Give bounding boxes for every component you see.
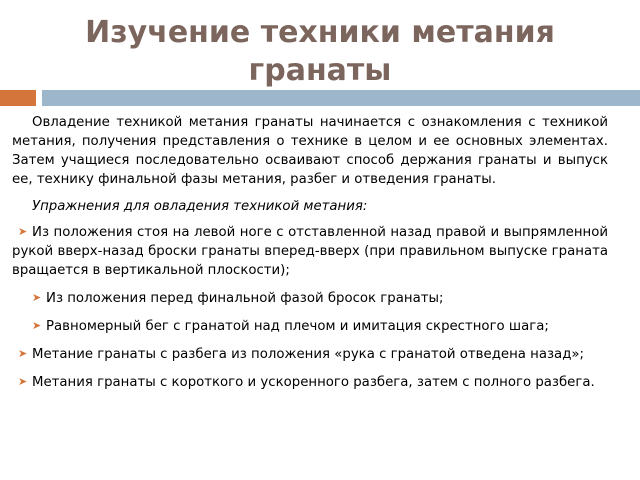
slide-title: Изучение техники метания гранаты [85, 15, 555, 88]
list-item [12, 316, 608, 336]
chevron-right-icon: ➤ [32, 291, 42, 304]
list-item-text: Из положения стоя на левой ноге с отставленной назад правой и выпрямленной рукой вверх-назад броски гранаты вперед-вверх (при правильном выпуске граната вращается в вертикальной плоскости); [12, 225, 608, 278]
list-item [12, 372, 608, 392]
chevron-right-icon: ➤ [18, 225, 28, 238]
list-item-text: Метания гранаты с короткого и ускоренного разбега, затем с полного разбега. [32, 375, 595, 390]
accent-bar-blue [42, 90, 632, 106]
accent-bar-blue-end [632, 90, 640, 106]
slide-body [12, 113, 608, 400]
exercises-subheading: Упражнения для овладения техникой метания: [32, 199, 368, 214]
intro-paragraph: Овладение техникой метания гранаты начинается с ознакомления с техникой метания, получения представления о технике в целом и ее основных элементах. Затем учащиеся последовательно осваивают способ держания гранаты и выпуск ее, технику финальной фазы метания, разбег и отведения гранаты. [12, 115, 608, 187]
accent-bar-orange [0, 90, 36, 106]
list-item [12, 288, 608, 308]
chevron-right-icon: ➤ [18, 347, 28, 360]
list-item [12, 222, 608, 280]
list-item-text: Из положения перед финальной фазой бросок гранаты; [46, 291, 444, 306]
list-item [12, 344, 608, 364]
list-item-text: Метание гранаты с разбега из положения «рука с гранатой отведена назад»; [32, 347, 585, 362]
chevron-right-icon: ➤ [32, 319, 42, 332]
chevron-right-icon: ➤ [18, 375, 28, 388]
list-item-text: Равномерный бег с гранатой над плечом и имитация скрестного шага; [46, 319, 549, 334]
